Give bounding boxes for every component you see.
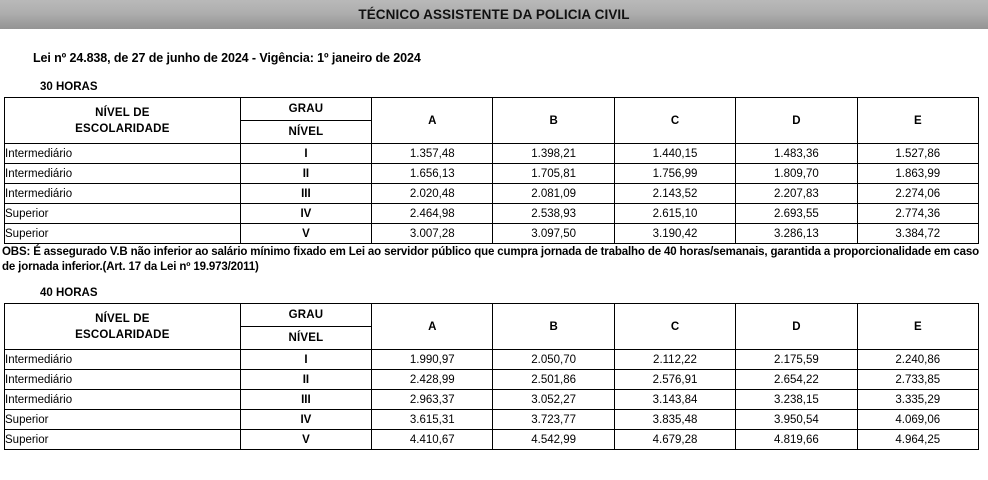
table-row	[5, 224, 979, 244]
cell-escolaridade: Intermediário	[5, 184, 241, 204]
cell-nivel: II	[240, 164, 371, 184]
cell-value-e: 4.069,06	[857, 410, 978, 430]
cell-value-a: 2.963,37	[372, 390, 493, 410]
cell-value-e: 1.527,86	[857, 144, 978, 164]
cell-value-e: 2.240,86	[857, 350, 978, 370]
column-header-grau: GRAU	[240, 304, 371, 327]
cell-nivel: I	[240, 144, 371, 164]
cell-value-a: 2.428,99	[372, 370, 493, 390]
cell-escolaridade: Intermediário	[5, 144, 241, 164]
column-header-nivel: NÍVEL	[240, 121, 371, 144]
cell-value-b: 2.050,70	[493, 350, 614, 370]
cell-value-e: 2.733,85	[857, 370, 978, 390]
cell-value-b: 4.542,99	[493, 430, 614, 450]
escolaridade-line-1: NÍVEL DE	[95, 312, 150, 325]
cell-value-b: 3.723,77	[493, 410, 614, 430]
cell-value-a: 1.990,97	[372, 350, 493, 370]
column-header-escolaridade	[5, 98, 241, 144]
cell-value-d: 1.809,70	[736, 164, 857, 184]
cell-value-b: 3.097,50	[493, 224, 614, 244]
cell-value-c: 2.112,22	[614, 350, 735, 370]
cell-nivel: IV	[240, 204, 371, 224]
table-row	[5, 204, 979, 224]
cell-value-a: 3.007,28	[372, 224, 493, 244]
cell-value-d: 3.238,15	[736, 390, 857, 410]
cell-value-d: 3.286,13	[736, 224, 857, 244]
column-header-b: B	[493, 304, 614, 350]
cell-escolaridade: Intermediário	[5, 390, 241, 410]
table-row	[5, 390, 979, 410]
cell-value-d: 4.819,66	[736, 430, 857, 450]
cell-value-b: 3.052,27	[493, 390, 614, 410]
cell-nivel: V	[240, 224, 371, 244]
table-row	[5, 164, 979, 184]
column-header-c: C	[614, 98, 735, 144]
salary-table-40-horas	[4, 303, 979, 450]
escolaridade-line-2: ESCOLARIDADE	[75, 122, 170, 135]
cell-escolaridade: Superior	[5, 224, 241, 244]
cell-nivel: V	[240, 430, 371, 450]
column-header-e: E	[857, 98, 978, 144]
cell-value-e: 2.774,36	[857, 204, 978, 224]
cell-value-c: 1.756,99	[614, 164, 735, 184]
cell-value-a: 2.020,48	[372, 184, 493, 204]
cell-value-b: 1.398,21	[493, 144, 614, 164]
column-header-d: D	[736, 304, 857, 350]
cell-value-b: 2.501,86	[493, 370, 614, 390]
cell-nivel: I	[240, 350, 371, 370]
cell-value-c: 2.143,52	[614, 184, 735, 204]
cell-value-a: 1.357,48	[372, 144, 493, 164]
law-reference-line: Lei nº 24.838, de 27 de junho de 2024 - Vigência: 1º janeiro de 2024	[33, 51, 421, 65]
cell-nivel: III	[240, 390, 371, 410]
escolaridade-line-1: NÍVEL DE	[95, 106, 150, 119]
cell-nivel: III	[240, 184, 371, 204]
page-header-banner	[0, 0, 988, 29]
hours-label-40: 40 HORAS	[40, 287, 98, 299]
cell-value-c: 4.679,28	[614, 430, 735, 450]
cell-value-d: 2.654,22	[736, 370, 857, 390]
column-header-a: A	[372, 304, 493, 350]
column-header-a: A	[372, 98, 493, 144]
cell-value-e: 1.863,99	[857, 164, 978, 184]
cell-value-c: 2.576,91	[614, 370, 735, 390]
cell-escolaridade: Intermediário	[5, 350, 241, 370]
column-header-grau: GRAU	[240, 98, 371, 121]
column-header-c: C	[614, 304, 735, 350]
table-row	[5, 350, 979, 370]
cell-value-b: 2.538,93	[493, 204, 614, 224]
cell-value-a: 3.615,31	[372, 410, 493, 430]
cell-value-e: 3.335,29	[857, 390, 978, 410]
cell-value-c: 1.440,15	[614, 144, 735, 164]
table-row	[5, 184, 979, 204]
cell-value-a: 4.410,67	[372, 430, 493, 450]
table-row	[5, 410, 979, 430]
column-header-b: B	[493, 98, 614, 144]
cell-value-e: 4.964,25	[857, 430, 978, 450]
cell-value-c: 3.143,84	[614, 390, 735, 410]
cell-value-c: 2.615,10	[614, 204, 735, 224]
column-header-d: D	[736, 98, 857, 144]
cell-value-b: 2.081,09	[493, 184, 614, 204]
cell-nivel: II	[240, 370, 371, 390]
table-header-row-1	[5, 304, 979, 327]
table-row	[5, 370, 979, 390]
salary-table-30-horas	[4, 97, 979, 244]
cell-value-a: 1.656,13	[372, 164, 493, 184]
cell-value-d: 2.207,83	[736, 184, 857, 204]
cell-value-d: 2.175,59	[736, 350, 857, 370]
table-row	[5, 430, 979, 450]
column-header-e: E	[857, 304, 978, 350]
cell-value-a: 2.464,98	[372, 204, 493, 224]
table-row	[5, 144, 979, 164]
cell-escolaridade: Superior	[5, 204, 241, 224]
cell-value-e: 2.274,06	[857, 184, 978, 204]
table-header-row-1	[5, 98, 979, 121]
cell-nivel: IV	[240, 410, 371, 430]
cell-value-c: 3.190,42	[614, 224, 735, 244]
cell-value-b: 1.705,81	[493, 164, 614, 184]
obs-note: OBS: É assegurado V.B não inferior ao salário mínimo fixado em Lei ao servidor público que cumpra jornada de trabalho de 40 horas/semanais, garantida a proporcionalidade em caso de jornada inferior.(Art. 17 da Lei nº 19.973/2011)	[2, 246, 980, 273]
document-body	[0, 51, 988, 450]
column-header-escolaridade	[5, 304, 241, 350]
cell-escolaridade: Superior	[5, 430, 241, 450]
cell-value-d: 2.693,55	[736, 204, 857, 224]
cell-escolaridade: Superior	[5, 410, 241, 430]
cell-value-e: 3.384,72	[857, 224, 978, 244]
hours-label-30: 30 HORAS	[40, 81, 98, 93]
cell-value-d: 1.483,36	[736, 144, 857, 164]
cell-value-d: 3.950,54	[736, 410, 857, 430]
cell-escolaridade: Intermediário	[5, 164, 241, 184]
cell-value-c: 3.835,48	[614, 410, 735, 430]
column-header-nivel: NÍVEL	[240, 327, 371, 350]
cell-escolaridade: Intermediário	[5, 370, 241, 390]
page-title: TÉCNICO ASSISTENTE DA POLICIA CIVIL	[358, 7, 630, 22]
escolaridade-line-2: ESCOLARIDADE	[75, 328, 170, 341]
